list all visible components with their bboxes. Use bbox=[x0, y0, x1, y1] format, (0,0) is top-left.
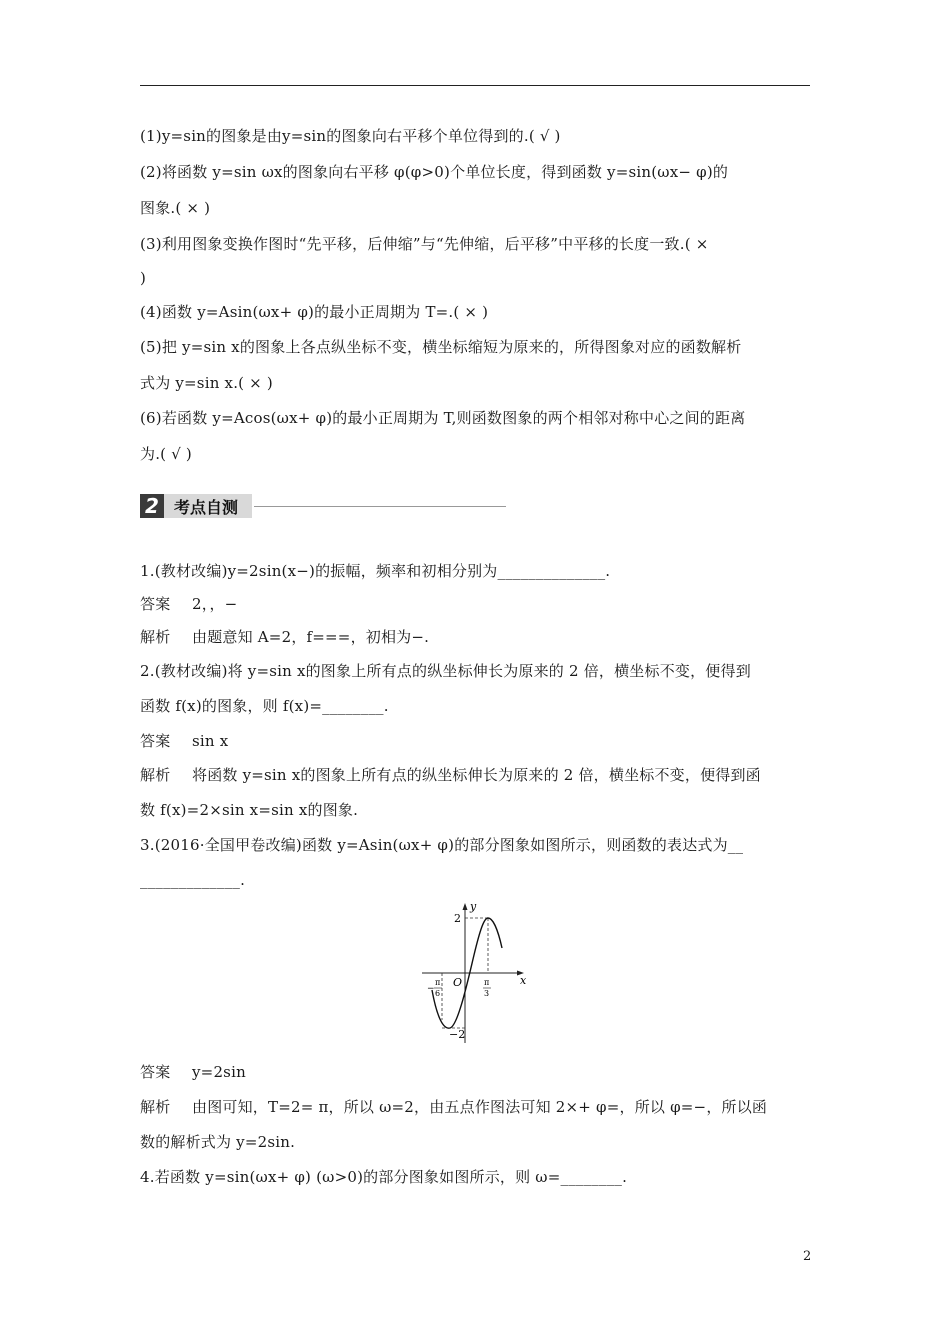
answer-text: 2，，− bbox=[192, 595, 238, 613]
problem-2-solution-line-2: 数 f(x)=2×sin x=sin x的图象. bbox=[140, 801, 359, 819]
judgment-4: (4)函数 y=Asin(ωx+ φ)的最小正周期为 T=.( × ) bbox=[140, 303, 489, 321]
judgment-1: (1)y=sin的图象是由y=sin的图象向右平移个单位得到的.( √ ) bbox=[140, 127, 561, 145]
section-heading bbox=[140, 494, 506, 518]
header-rule bbox=[140, 85, 810, 86]
x-axis-label: x bbox=[520, 974, 527, 987]
y-max-label: 2 bbox=[454, 912, 461, 925]
answer-label: 答案 bbox=[140, 595, 171, 613]
problem-2-answer bbox=[140, 731, 228, 751]
solution-text: 由题意知 A=2，f===，初相为−. bbox=[192, 628, 430, 646]
problem-2-question-line-2: 函数 f(x)的图象，则 f(x)=________. bbox=[140, 697, 389, 715]
judgment-3-line-1: (3)利用图象变换作图时“先平移，后伸缩”与“先伸缩，后平移”中平移的长度一致.( × bbox=[140, 235, 709, 253]
y-axis-arrow bbox=[463, 903, 468, 910]
solution-text: 将函数 y=sin x的图象上所有点的纵坐标伸长为原来的 2 倍，横坐标不变，便得到函 bbox=[192, 766, 761, 784]
answer-text: sin x bbox=[192, 732, 229, 750]
judgment-6-line-2: 为.( √ ) bbox=[140, 445, 192, 463]
solution-label: 解析 bbox=[140, 766, 171, 784]
problem-2-question-line-1: 2.(教材改编)将 y=sin x的图象上所有点的纵坐标伸长为原来的 2 倍，横坐标不变，便得到 bbox=[140, 662, 751, 680]
judgment-3-line-2: ) bbox=[140, 269, 147, 287]
section-number: 2 bbox=[140, 494, 164, 518]
x-left-numerator: π bbox=[435, 978, 441, 987]
x-left-sign: − bbox=[427, 984, 435, 994]
y-min-label: −2 bbox=[449, 1028, 466, 1041]
judgment-2-line-2: 图象.( × ) bbox=[140, 199, 211, 217]
answer-text: y=2sin bbox=[192, 1063, 246, 1081]
answer-label: 答案 bbox=[140, 732, 171, 750]
judgment-6-line-1: (6)若函数 y=Acos(ωx+ φ)的最小正周期为 T,则函数图象的两个相邻对称中心之间的距离 bbox=[140, 409, 746, 427]
origin-label: O bbox=[453, 976, 463, 989]
solution-text: 由图可知，T=2= π，所以 ω=2，由五点作图法可知 2×+ φ=，所以 φ=−，所以函 bbox=[192, 1098, 768, 1116]
page-number: 2 bbox=[803, 1249, 812, 1264]
solution-label: 解析 bbox=[140, 1098, 171, 1116]
problem-3-solution-line-1 bbox=[140, 1097, 767, 1117]
problem-1-question: 1.(教材改编)y=2sin(x−)的振幅，频率和初相分别为______________. bbox=[140, 562, 611, 580]
x-right-denominator: 3 bbox=[484, 989, 490, 998]
problem-3-answer bbox=[140, 1062, 246, 1082]
answer-label: 答案 bbox=[140, 1063, 171, 1081]
section-title: 考点自测 bbox=[164, 494, 252, 518]
problem-1-answer bbox=[140, 594, 237, 614]
sine-graph-figure bbox=[420, 900, 532, 1045]
problem-2-solution-line-1 bbox=[140, 765, 761, 785]
problem-1-solution bbox=[140, 627, 429, 647]
x-right-numerator: π bbox=[484, 978, 490, 987]
judgment-5-line-1: (5)把 y=sin x的图象上各点纵坐标不变，横坐标缩短为原来的，所得图象对应的函数解析 bbox=[140, 338, 742, 356]
section-rule bbox=[254, 506, 506, 507]
x-left-denominator: 6 bbox=[435, 989, 441, 998]
y-axis-label: y bbox=[470, 900, 477, 913]
problem-4-question: 4.若函数 y=sin(ωx+ φ) (ω>0)的部分图象如图所示，则 ω=________. bbox=[140, 1168, 628, 1186]
judgment-2-line-1: (2)将函数 y=sin ωx的图象向右平移 φ(φ>0)个单位长度，得到函数 y=sin(ωx− φ)的 bbox=[140, 163, 729, 181]
problem-3-question-line-2: _____________. bbox=[140, 871, 246, 889]
solution-label: 解析 bbox=[140, 628, 171, 646]
judgment-5-line-2: 式为 y=sin x.( × ) bbox=[140, 374, 273, 392]
problem-3-question-line-1: 3.(2016·全国甲卷改编)函数 y=Asin(ωx+ φ)的部分图象如图所示，则函数的表达式为__ bbox=[140, 836, 744, 854]
problem-3-solution-line-2: 数的解析式为 y=2sin. bbox=[140, 1133, 296, 1151]
